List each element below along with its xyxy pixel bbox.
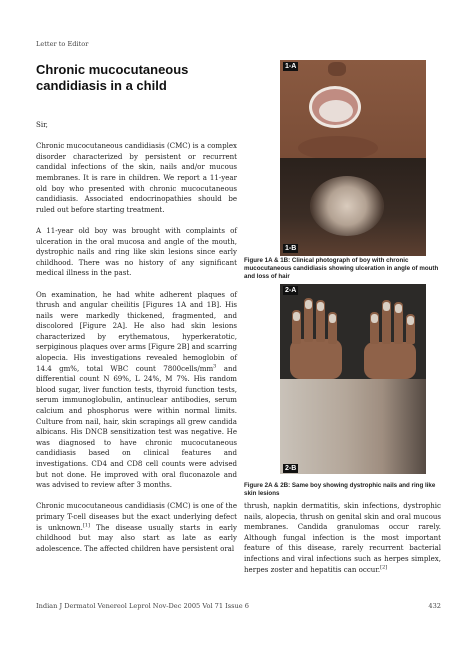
nose-shape	[328, 62, 346, 76]
left-column	[36, 120, 237, 565]
examination-text-b: and differential count N 69%, L 24%, M 7%. His random blood sugar, liver function tests, thyroid function tests, serum immunoglobulin, antinuclear antibodies, serum calcium and phosphorus were within normal limits. Culture from nail, hair, skin scrapings all grew candida albicans. His DNCB sensitization test was negative. He was diagnosed to have chronic mucocutaneous candidiasis based on clinical features and investigations. CD4 and CD8 cell counts were advised but not done. He improved with oral fluconazole and was advised to review after 3 months.	[36, 363, 237, 490]
arm-lesion-photo	[280, 379, 426, 474]
figure-2a-tag: 2-A	[285, 287, 297, 294]
examination-text-a: On examination, he had white adherent plaques of thrush and angular cheilitis [Figures 1A and 1B]. His nails were markedly thickened, fragmented, and discolored [Figure 2A]. He also had skin lesions characterized by erythematous, hyperkeratotic, serpiginous plaques over arms [Figure 2B] and scarring alopecia. His investigations revealed hemoglobin of 14.4 gm%, total WBC count 7800cells/mm	[36, 289, 237, 373]
finger	[328, 312, 337, 344]
figure-1-caption: Figure 1A & 1B: Clinical photograph of boy with chronic mucocutaneous candidiasis showing ulceration in angle of mouth and loss of hair	[244, 257, 439, 281]
nail	[305, 300, 312, 309]
nail	[395, 304, 402, 313]
page-number: 432	[428, 602, 441, 610]
superscript: 3	[213, 363, 217, 370]
right-column-text	[244, 501, 441, 575]
paragraph-discussion	[36, 501, 237, 554]
nail	[383, 302, 390, 311]
figure-1a-tag: 1-A	[285, 63, 297, 70]
paragraph-examination	[36, 290, 237, 491]
nail	[371, 314, 378, 323]
title-line-1: Chronic mucocutaneous	[36, 62, 189, 77]
title-line-2: candidiasis in a child	[36, 78, 167, 93]
tongue-shape	[319, 100, 353, 122]
citation-2: [2]	[380, 564, 388, 571]
salutation: Sir,	[36, 120, 48, 129]
finger	[370, 312, 379, 344]
discussion-text-a: Chronic mucocutaneous candidiasis (CMC) is one of the primary T-cell diseases but the exact underlying defect is unknown.	[36, 501, 237, 532]
mouth-photo	[280, 60, 426, 158]
finger	[292, 310, 301, 344]
finger	[394, 302, 403, 344]
chin-shape	[298, 136, 378, 160]
paragraph-intro: Chronic mucocutaneous candidiasis (CMC) is a complex disorder characterized by persistent or recurrent candidal infections of the skin, nails and/or mucous membranes. It is rare in children. We report a 11-year old boy who presented with chronic mucocutaneous candidiasis. Associated endocrinopathies should be ruled out before starting treatment.	[36, 141, 238, 214]
figure-1b-tag: 1-B	[285, 245, 297, 252]
citation-1: [1]	[82, 522, 90, 529]
finger	[382, 300, 391, 344]
nail	[329, 314, 336, 323]
nails-photo	[280, 284, 426, 379]
continuation-text: thrush, napkin dermatitis, skin infections, dystrophic nails, alopecia, thrush on genital skin and oral mucous membranes. Candida granulomas occur rarely. Although fungal infection is the most important feature of this disease, rarely recurrent bacterial infections and viral infections such as herpes simplex, herpes zoster and hepatitis can occur.	[244, 501, 441, 574]
article-title	[36, 62, 236, 94]
alopecia-patch	[310, 176, 384, 236]
discussion-text-b: The disease usually starts in early childhood but may also start as late as early adolescence. The affected children have persistent oral	[36, 522, 237, 553]
finger	[316, 300, 325, 342]
nail	[317, 302, 324, 311]
nail	[293, 312, 300, 321]
figure-1-photo	[280, 60, 426, 256]
finger	[304, 298, 313, 342]
left-hand	[290, 339, 342, 379]
nail	[407, 316, 414, 325]
right-hand	[364, 342, 416, 379]
finger	[406, 314, 415, 344]
section-label: Letter to Editor	[36, 40, 89, 48]
figure-2b-tag: 2-B	[285, 465, 297, 472]
figure-2-caption: Figure 2A & 2B: Same boy showing dystrophic nails and ring like skin lesions	[244, 482, 436, 498]
paragraph-history: A 11-year old boy was brought with complaints of ulceration in the oral mucosa and angle of the mouth, dystrophic nails and ring like skin lesions since early childhood. There was no history of any significant medical illness in the past.	[36, 225, 237, 278]
figure-2-photo	[280, 284, 426, 474]
journal-citation: Indian J Dermatol Venereol Leprol Nov-Dec 2005 Vol 71 Issue 6	[36, 602, 249, 610]
